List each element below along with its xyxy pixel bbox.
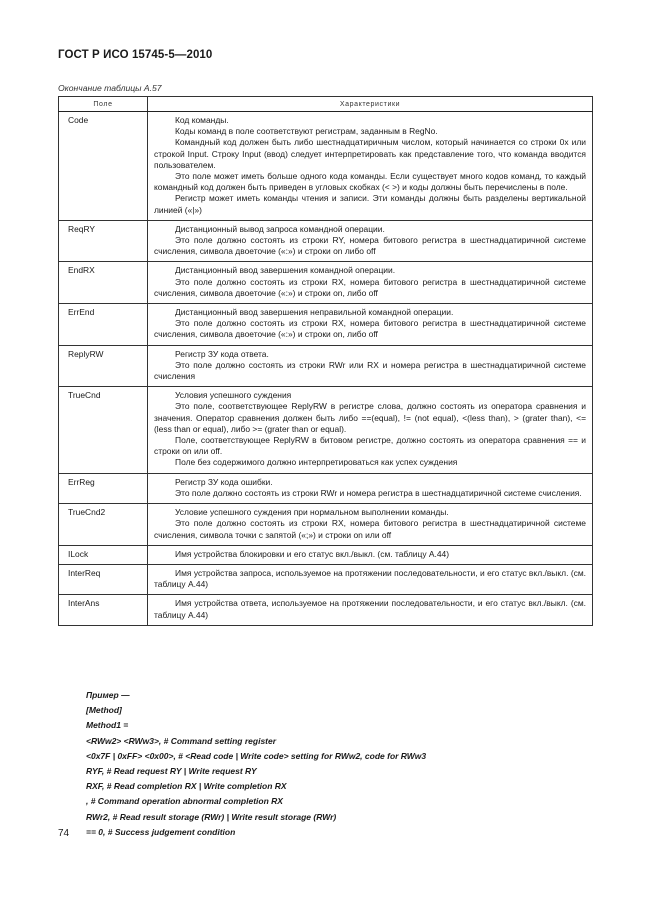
field-description-cell [148,112,593,221]
field-name-cell: TrueCnd [59,387,148,473]
description-paragraph: Условия успешного суждения [175,390,292,401]
description-paragraph: Это поле должно состоять из строки RX, номера битового регистра в шестнадцатиричной системе счисления, символа двоеточие («:») и строки on, либо off [154,318,586,340]
description-paragraph: Поле, соответствующее ReplyRW в битовом регистре, должно состоять из оператора сравнения == и строки on или off. [154,435,586,457]
field-description-cell [148,595,593,625]
example-code-line: <0x7F | 0xFF> <0x00>, # <Read code | Write code> setting for RWw2, code for RWw3 [86,750,427,761]
example-heading: Пример — [86,690,130,700]
table-row [59,262,593,304]
example-code-line: <RWw2> <RWw3>, # Command setting register [86,735,277,746]
field-name-cell: ErrReg [59,473,148,503]
field-name-cell: ILock [59,545,148,564]
table-row [59,387,593,473]
description-paragraph: Дистанционный вывод запроса командной операции. [175,223,385,234]
description-paragraph: Это поле может иметь больше одного кода команды. Если существует много кодов команд, то каждый командный код должен быть приведен в угловых скобках (< >) и коды должны быть перечислены в поле. [154,171,586,193]
table-row [59,112,593,221]
description-paragraph: Условие успешного суждения при нормальном выполнении команды. [175,507,449,518]
table-row [59,345,593,387]
description-paragraph: Командный код должен быть либо шестнадцатиричным числом, который начинается со строки 0x или строкой Input. Строку Input (ввод) следует интерпретировать как представление того, что команда вводится пользователем. [154,137,586,170]
field-description-cell [148,545,593,564]
description-paragraph: Это поле должно состоять из строки RX, номера битового регистра в шестнадцатиричной системе счисления, символа точки с запятой («;») и строки on или off [154,518,586,540]
page-number: 74 [58,828,70,839]
example-code-line: Method1 = [86,720,129,731]
table-row [59,220,593,262]
table-header-row [59,97,593,112]
description-paragraph: Код команды. [175,115,229,125]
description-paragraph: Это поле должно состоять из строки RY, номера битового регистра в шестнадцатиричной системе счисления, символа двоеточие («:») и строки on либо off [154,235,586,257]
description-paragraph: Имя устройства блокировки и его статус вкл./выкл. (см. таблицу А.44) [175,548,450,559]
field-name-cell: ReplyRW [59,345,148,387]
table-body [59,112,593,626]
table-row [59,304,593,346]
example-code-line: == 0, # Success judgement condition [86,826,236,837]
description-paragraph: Имя устройства запроса, используемое на протяжении последовательности, и его статус вкл./выкл. (см. таблицу А.44) [154,567,586,590]
field-description-cell [148,262,593,304]
table-row [59,473,593,503]
description-paragraph: Это поле, соответствующее ReplyRW в регистре слова, должно состоять из оператора сравнения и значения. Оператор сравнения должен быть либо ==(equal), != (not equal), <(less than), > (grater than), <= (less than or equal), либо >= (grater than or equal). [154,401,586,434]
description-paragraph: Поле без содержимого должно интерпретироваться как успех суждения [175,457,458,468]
description-paragraph: Это поле должно состоять из строки RWr и номера регистра в шестнадцатиричной системе счисления. [175,487,582,498]
characteristics-table [58,96,593,626]
field-name-cell: TrueCnd2 [59,504,148,546]
table-caption: Окончание таблицы А.57 [58,83,162,93]
table-row [59,545,593,564]
field-name-cell: InterAns [59,595,148,625]
description-paragraph: Дистанционный ввод завершения неправильной командной операции. [175,307,454,318]
field-description-cell [148,345,593,387]
description-paragraph: Дистанционный ввод завершения командной операции. [175,265,396,276]
field-name-cell: InterReq [59,564,148,594]
description-paragraph: Имя устройства ответа, используемое на протяжении последовательности, и его статус вкл./выкл. (см. таблицу А.44) [154,598,586,620]
example-code-block [86,688,426,840]
field-description-cell [148,504,593,546]
description-paragraph: Регистр может иметь команды чтения и записи. Эти команды должны быть разделены вертикальной линией («|») [154,193,586,215]
description-paragraph: Регистр ЗУ кода ответа. [175,348,269,359]
page-header: ГОСТ Р ИСО 15745-5—2010 [58,49,213,61]
description-paragraph: Регистр ЗУ кода ошибки. [175,476,273,487]
table-row [59,504,593,546]
example-code-line: [Method] [86,705,122,716]
example-code-line: RXF, # Read completion RX | Write completion RX [86,781,287,792]
field-name-cell: ReqRY [59,220,148,262]
description-paragraph: Это поле должно состоять из строки RX, номера битового регистра в шестнадцатиричной системе счисления, символа двоеточие («:») и строки on, либо off [154,276,586,298]
column-header-field: Поле [59,97,148,112]
field-description-cell [148,220,593,262]
field-description-cell [148,387,593,473]
example-code-line: , # Command operation abnormal completion RX [86,796,283,807]
example-code-line: RYF, # Read request RY | Write request RY [86,766,257,777]
field-description-cell [148,304,593,346]
description-paragraph: Коды команд в поле соответствуют регистрам, заданным в RegNo. [175,126,438,137]
field-description-cell [148,564,593,594]
field-name-cell: EndRX [59,262,148,304]
field-name-cell: Code [59,112,148,221]
field-name-cell: ErrEnd [59,304,148,346]
column-header-characteristics: Характеристики [148,97,593,112]
table-row [59,595,593,625]
example-code-line: RWr2, # Read result storage (RWr) | Write result storage (RWr) [86,811,337,822]
field-description-cell [148,473,593,503]
table-row [59,564,593,594]
description-paragraph: Это поле должно состоять из строки RWr или RX и номера регистра в шестнадцатиричной системе счисления [154,359,586,382]
